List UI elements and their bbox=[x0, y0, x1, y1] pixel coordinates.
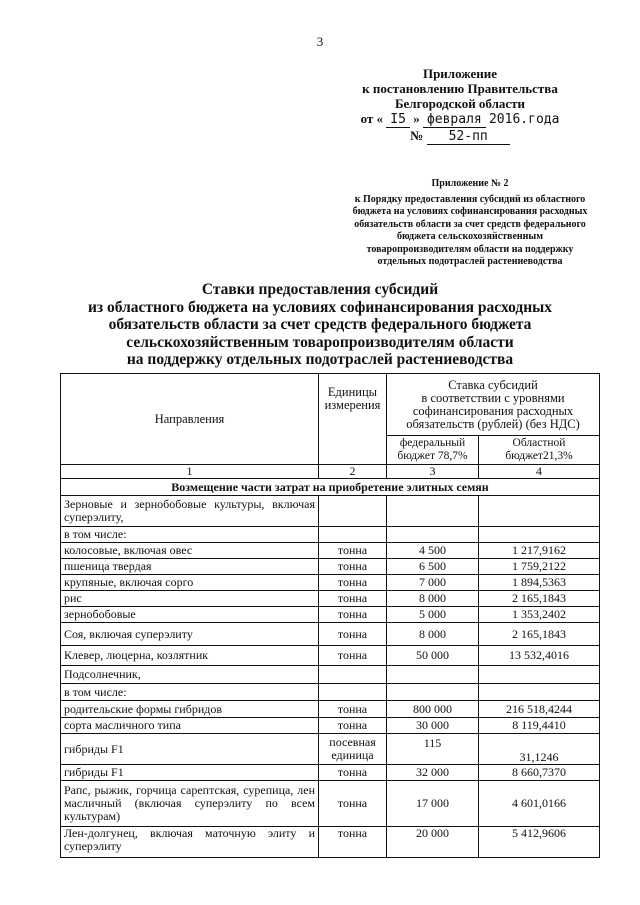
section-title: Возмещение части затрат на приобретение элитных семян bbox=[61, 479, 600, 496]
table-row bbox=[61, 527, 600, 543]
appendix-2-title: Приложение № 2 bbox=[431, 178, 509, 189]
table-row bbox=[61, 734, 600, 765]
table-row bbox=[61, 559, 600, 575]
cell-regional: 2 165,1843 bbox=[479, 591, 600, 607]
header-rate-line: софинансирования расходных bbox=[412, 403, 574, 418]
cell-unit: тонна bbox=[319, 765, 387, 781]
table-row bbox=[61, 827, 600, 858]
cell-federal: 50 000 bbox=[387, 646, 479, 666]
cell-regional: 2 165,1843 bbox=[479, 623, 600, 646]
cell-direction: Соя, включая суперэлиту bbox=[61, 623, 319, 646]
cell-direction: в том числе: bbox=[61, 527, 319, 543]
cell-direction: Клевер, люцерна, козлятник bbox=[61, 646, 319, 666]
cell-federal: 17 000 bbox=[387, 781, 479, 827]
table-row bbox=[61, 765, 600, 781]
appendix-2-line: бюджета сельскохозяйственным bbox=[396, 231, 544, 242]
table-row bbox=[61, 646, 600, 666]
header-unit-line: измерения bbox=[324, 398, 381, 412]
appendix-title: Приложение bbox=[422, 66, 498, 81]
cell-federal: 800 000 bbox=[387, 701, 479, 718]
cell-regional: 4 601,0166 bbox=[479, 781, 600, 827]
cell-regional: 8 660,7370 bbox=[479, 765, 600, 781]
cell-regional: 1 759,2122 bbox=[479, 559, 600, 575]
cell-unit bbox=[319, 684, 387, 701]
cell-direction: Лен-долгунец, включая маточную элиту и суперэлиту bbox=[61, 827, 319, 858]
cell-direction: Подсолнечник, bbox=[61, 666, 319, 684]
cell-direction: колосовые, включая овес bbox=[61, 543, 319, 559]
cell-unit: тонна bbox=[319, 646, 387, 666]
cell-federal bbox=[387, 527, 479, 543]
header-regional-line: бюджет21,3% bbox=[505, 450, 573, 462]
date-prefix: от « bbox=[360, 111, 384, 126]
cell-federal bbox=[387, 666, 479, 684]
cell-unit: тонна bbox=[319, 827, 387, 858]
header-direction: Направления bbox=[61, 374, 319, 465]
table-row bbox=[61, 591, 600, 607]
column-number: 2 bbox=[319, 465, 387, 479]
title-line: из областного бюджета на условиях софинансирования расходных bbox=[87, 298, 553, 316]
cell-unit: тонна bbox=[319, 607, 387, 623]
subsidy-rates-table bbox=[60, 373, 600, 858]
number-prefix: № bbox=[410, 128, 424, 143]
title-line: на поддержку отдельных подотраслей растениеводства bbox=[126, 351, 514, 368]
cell-direction: сорта масличного типа bbox=[61, 718, 319, 734]
cell-regional: 1 894,5363 bbox=[479, 575, 600, 591]
cell-unit bbox=[319, 496, 387, 527]
cell-unit: тонна bbox=[319, 718, 387, 734]
number-value: 52-пп bbox=[427, 129, 510, 145]
cell-direction: рис bbox=[61, 591, 319, 607]
cell-federal: 20 000 bbox=[387, 827, 479, 858]
cell-direction: зернобобовые bbox=[61, 607, 319, 623]
column-number: 3 bbox=[387, 465, 479, 479]
cell-federal: 8 000 bbox=[387, 623, 479, 646]
header-unit-line: Единицы bbox=[327, 385, 378, 399]
cell-federal: 32 000 bbox=[387, 765, 479, 781]
document-title bbox=[60, 281, 580, 369]
cell-unit: тонна bbox=[319, 543, 387, 559]
cell-unit: тонна bbox=[319, 575, 387, 591]
title-line: сельскохозяйственным товаропроизводителям области bbox=[126, 333, 514, 351]
page-number: 3 bbox=[316, 34, 324, 49]
cell-direction: родительские формы гибридов bbox=[61, 701, 319, 718]
cell-federal: 8 000 bbox=[387, 591, 479, 607]
cell-unit: посевная единица bbox=[319, 734, 387, 765]
cell-federal bbox=[387, 496, 479, 527]
header-rate bbox=[387, 374, 600, 436]
cell-direction: крупяные, включая сорго bbox=[61, 575, 319, 591]
cell-unit: тонна bbox=[319, 781, 387, 827]
column-number: 1 bbox=[61, 465, 319, 479]
table-row bbox=[61, 623, 600, 646]
column-number: 4 bbox=[479, 465, 600, 479]
appendix-2-line: обязательств области за счет средств федерального bbox=[354, 218, 586, 230]
title-line: обязательств области за счет средств федерального бюджета bbox=[108, 316, 532, 333]
appendix-date-line bbox=[340, 111, 580, 128]
appendix-main-block bbox=[340, 66, 580, 145]
title-line: Ставки предоставления субсидий bbox=[201, 281, 439, 298]
header-unit bbox=[319, 374, 387, 465]
appendix-line-1: к постановлению Правительства bbox=[362, 81, 558, 96]
cell-direction: в том числе: bbox=[61, 684, 319, 701]
header-federal bbox=[387, 436, 479, 465]
table-row bbox=[61, 701, 600, 718]
cell-unit bbox=[319, 666, 387, 684]
header-regional bbox=[479, 436, 600, 465]
cell-federal: 6 500 bbox=[387, 559, 479, 575]
table-row bbox=[61, 496, 600, 527]
cell-regional: 8 119,4410 bbox=[479, 718, 600, 734]
date-day: I5 bbox=[386, 112, 410, 128]
cell-regional: 13 532,4016 bbox=[479, 646, 600, 666]
appendix-2-line: товаропроизводителям области на поддержку bbox=[366, 243, 574, 255]
header-rate-line: обязательств (рублей) (без НДС) bbox=[406, 416, 580, 431]
cell-federal: 7 000 bbox=[387, 575, 479, 591]
table-row bbox=[61, 684, 600, 701]
cell-direction: гибриды F1 bbox=[61, 734, 319, 765]
appendix-2-block bbox=[336, 178, 604, 269]
appendix-2-line: к Порядку предоставления субсидий из областного bbox=[354, 193, 586, 205]
date-mid: » bbox=[413, 111, 420, 126]
header-regional-line: Областной bbox=[512, 437, 566, 449]
cell-regional: 31,1246 bbox=[479, 734, 600, 765]
cell-regional: 1 353,2402 bbox=[479, 607, 600, 623]
cell-federal: 4 500 bbox=[387, 543, 479, 559]
appendix-2-line: бюджета на условиях софинансирования расходных bbox=[352, 206, 588, 217]
cell-federal: 115 bbox=[387, 734, 479, 765]
cell-regional: 216 518,4244 bbox=[479, 701, 600, 718]
cell-unit: тонна bbox=[319, 591, 387, 607]
appendix-number-line bbox=[340, 128, 580, 145]
table-row bbox=[61, 575, 600, 591]
table-row bbox=[61, 543, 600, 559]
cell-regional bbox=[479, 496, 600, 527]
cell-unit bbox=[319, 527, 387, 543]
cell-regional bbox=[479, 684, 600, 701]
date-year: 2016.года bbox=[488, 112, 560, 127]
header-rate-line: Ставка субсидий bbox=[448, 377, 538, 392]
cell-unit: тонна bbox=[319, 559, 387, 575]
cell-unit: тонна bbox=[319, 701, 387, 718]
appendix-2-line: отдельных подотраслей растениеводства bbox=[377, 256, 563, 267]
cell-direction: гибриды F1 bbox=[61, 765, 319, 781]
table-row bbox=[61, 666, 600, 684]
table-row bbox=[61, 607, 600, 623]
date-month: февраля bbox=[423, 112, 486, 128]
appendix-line-2: Белгородской области bbox=[394, 96, 526, 111]
cell-direction: пшеница твердая bbox=[61, 559, 319, 575]
header-rate-line: в соответствии с уровнями bbox=[421, 390, 565, 405]
cell-regional bbox=[479, 666, 600, 684]
cell-direction: Зерновые и зернобобовые культуры, включая суперэлиту, bbox=[61, 496, 319, 527]
cell-regional: 5 412,9606 bbox=[479, 827, 600, 858]
cell-unit: тонна bbox=[319, 623, 387, 646]
cell-federal bbox=[387, 684, 479, 701]
cell-regional: 1 217,9162 bbox=[479, 543, 600, 559]
cell-federal: 30 000 bbox=[387, 718, 479, 734]
cell-direction: Рапс, рыжик, горчица сарептская, сурепица, лен масличный (включая суперэлиту по всем культурам) bbox=[61, 781, 319, 827]
header-federal-line: федеральный bbox=[399, 437, 466, 449]
cell-federal: 5 000 bbox=[387, 607, 479, 623]
cell-regional bbox=[479, 527, 600, 543]
table-row bbox=[61, 718, 600, 734]
table-row bbox=[61, 781, 600, 827]
header-federal-line: бюджет 78,7% bbox=[397, 450, 468, 462]
